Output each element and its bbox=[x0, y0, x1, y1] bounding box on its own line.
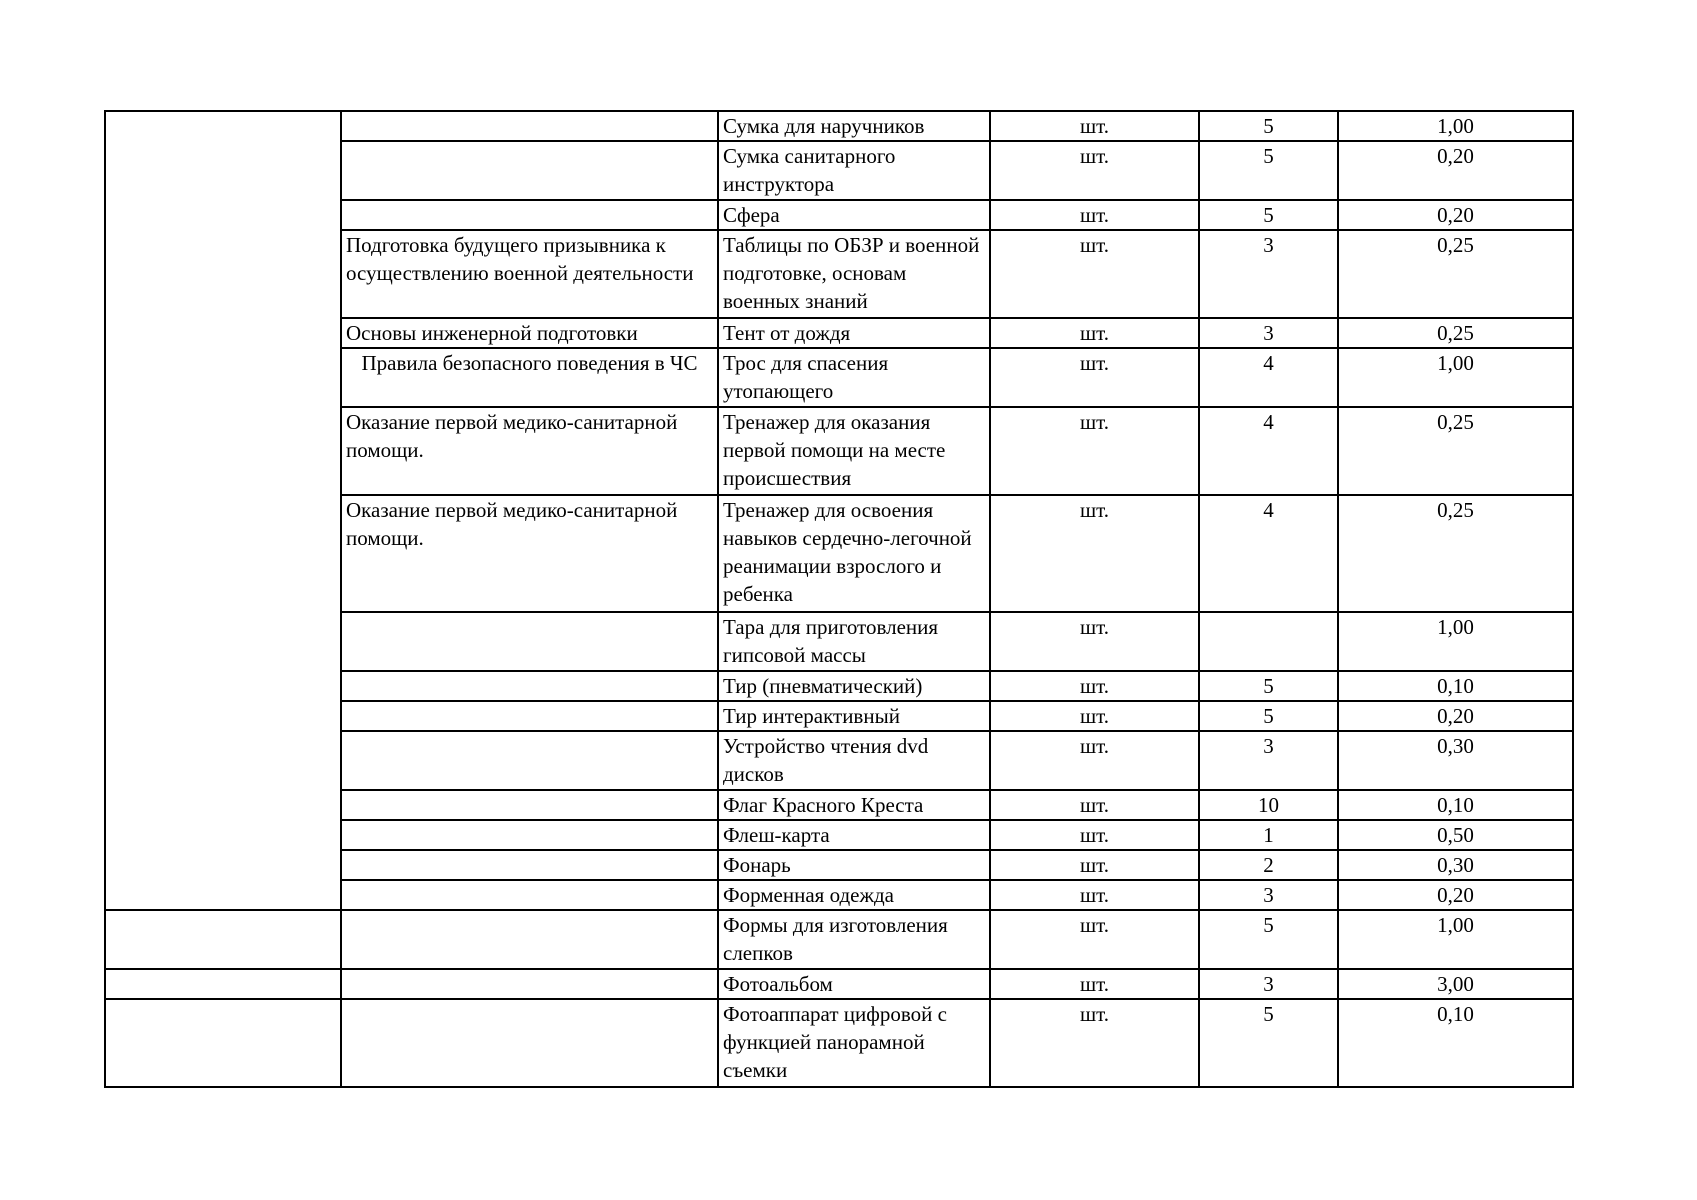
quantity-cell: 3 bbox=[1199, 318, 1338, 348]
topic-cell bbox=[341, 910, 718, 969]
unit-cell: шт. bbox=[990, 910, 1199, 969]
item-cell: Сфера bbox=[718, 200, 990, 230]
unit-cell: шт. bbox=[990, 790, 1199, 820]
quantity-cell: 3 bbox=[1199, 880, 1338, 910]
item-cell: Формы для изготовления слепков bbox=[718, 910, 990, 969]
item-cell: Флеш-карта bbox=[718, 820, 990, 850]
quantity-cell: 5 bbox=[1199, 910, 1338, 969]
topic-cell bbox=[341, 880, 718, 910]
ratio-cell: 3,00 bbox=[1338, 969, 1573, 999]
topic-cell bbox=[341, 141, 718, 200]
ratio-cell: 0,20 bbox=[1338, 880, 1573, 910]
section-cell bbox=[105, 999, 341, 1087]
item-cell: Тренажер для оказания первой помощи на месте происшествия bbox=[718, 407, 990, 495]
unit-cell: шт. bbox=[990, 348, 1199, 407]
section-cell bbox=[105, 969, 341, 999]
topic-cell bbox=[341, 820, 718, 850]
item-cell: Флаг Красного Креста bbox=[718, 790, 990, 820]
table-row bbox=[105, 111, 1573, 141]
item-cell: Устройство чтения dvd дисков bbox=[718, 731, 990, 790]
unit-cell: шт. bbox=[990, 999, 1199, 1087]
quantity-cell: 10 bbox=[1199, 790, 1338, 820]
topic-cell bbox=[341, 701, 718, 731]
unit-cell: шт. bbox=[990, 111, 1199, 141]
unit-cell: шт. bbox=[990, 200, 1199, 230]
item-cell: Трос для спасения утопающего bbox=[718, 348, 990, 407]
ratio-cell: 0,25 bbox=[1338, 407, 1573, 495]
item-cell: Тир (пневматический) bbox=[718, 671, 990, 701]
section-cell bbox=[105, 910, 341, 969]
ratio-cell: 0,10 bbox=[1338, 790, 1573, 820]
topic-cell bbox=[341, 612, 718, 671]
item-cell: Фотоаппарат цифровой с функцией панорамной съемки bbox=[718, 999, 990, 1087]
ratio-cell: 0,25 bbox=[1338, 230, 1573, 318]
ratio-cell: 0,25 bbox=[1338, 318, 1573, 348]
item-cell: Таблицы по ОБЗР и военной подготовке, основам военных знаний bbox=[718, 230, 990, 318]
quantity-cell: 5 bbox=[1199, 671, 1338, 701]
ratio-cell: 0,20 bbox=[1338, 141, 1573, 200]
unit-cell: шт. bbox=[990, 820, 1199, 850]
ratio-cell: 0,20 bbox=[1338, 701, 1573, 731]
item-cell: Сумка санитарного инструктора bbox=[718, 141, 990, 200]
item-cell: Фонарь bbox=[718, 850, 990, 880]
unit-cell: шт. bbox=[990, 495, 1199, 612]
ratio-cell: 0,10 bbox=[1338, 999, 1573, 1087]
item-cell: Форменная одежда bbox=[718, 880, 990, 910]
topic-cell bbox=[341, 200, 718, 230]
topic-cell: Оказание первой медико-санитарной помощи. bbox=[341, 495, 718, 612]
unit-cell: шт. bbox=[990, 731, 1199, 790]
topic-cell bbox=[341, 671, 718, 701]
topic-cell bbox=[341, 999, 718, 1087]
quantity-cell bbox=[1199, 612, 1338, 671]
item-cell: Тент от дождя bbox=[718, 318, 990, 348]
table-row bbox=[105, 910, 1573, 969]
quantity-cell: 3 bbox=[1199, 230, 1338, 318]
quantity-cell: 4 bbox=[1199, 495, 1338, 612]
ratio-cell: 0,20 bbox=[1338, 200, 1573, 230]
unit-cell: шт. bbox=[990, 230, 1199, 318]
table-row bbox=[105, 969, 1573, 999]
quantity-cell: 5 bbox=[1199, 141, 1338, 200]
ratio-cell: 0,30 bbox=[1338, 731, 1573, 790]
unit-cell: шт. bbox=[990, 141, 1199, 200]
topic-cell bbox=[341, 731, 718, 790]
quantity-cell: 2 bbox=[1199, 850, 1338, 880]
unit-cell: шт. bbox=[990, 671, 1199, 701]
topic-cell: Правила безопасного поведения в ЧС bbox=[341, 348, 718, 407]
quantity-cell: 4 bbox=[1199, 348, 1338, 407]
ratio-cell: 1,00 bbox=[1338, 612, 1573, 671]
item-cell: Сумка для наручников bbox=[718, 111, 990, 141]
ratio-cell: 1,00 bbox=[1338, 111, 1573, 141]
quantity-cell: 3 bbox=[1199, 969, 1338, 999]
unit-cell: шт. bbox=[990, 969, 1199, 999]
item-cell: Тир интерактивный bbox=[718, 701, 990, 731]
item-cell: Тара для приготовления гипсовой массы bbox=[718, 612, 990, 671]
topic-cell: Основы инженерной подготовки bbox=[341, 318, 718, 348]
ratio-cell: 1,00 bbox=[1338, 348, 1573, 407]
ratio-cell: 0,50 bbox=[1338, 820, 1573, 850]
ratio-cell: 1,00 bbox=[1338, 910, 1573, 969]
topic-cell bbox=[341, 790, 718, 820]
section-cell bbox=[105, 111, 341, 910]
table-row bbox=[105, 999, 1573, 1087]
ratio-cell: 0,25 bbox=[1338, 495, 1573, 612]
item-cell: Фотоальбом bbox=[718, 969, 990, 999]
ratio-cell: 0,30 bbox=[1338, 850, 1573, 880]
item-cell: Тренажер для освоения навыков сердечно-легочной реанимации взрослого и ребенка bbox=[718, 495, 990, 612]
quantity-cell: 3 bbox=[1199, 731, 1338, 790]
quantity-cell: 5 bbox=[1199, 200, 1338, 230]
unit-cell: шт. bbox=[990, 407, 1199, 495]
unit-cell: шт. bbox=[990, 701, 1199, 731]
equipment-table bbox=[104, 110, 1574, 1088]
topic-cell: Оказание первой медико-санитарной помощи. bbox=[341, 407, 718, 495]
unit-cell: шт. bbox=[990, 880, 1199, 910]
unit-cell: шт. bbox=[990, 612, 1199, 671]
quantity-cell: 5 bbox=[1199, 701, 1338, 731]
quantity-cell: 4 bbox=[1199, 407, 1338, 495]
topic-cell bbox=[341, 969, 718, 999]
topic-cell bbox=[341, 111, 718, 141]
quantity-cell: 5 bbox=[1199, 111, 1338, 141]
quantity-cell: 1 bbox=[1199, 820, 1338, 850]
unit-cell: шт. bbox=[990, 318, 1199, 348]
ratio-cell: 0,10 bbox=[1338, 671, 1573, 701]
quantity-cell: 5 bbox=[1199, 999, 1338, 1087]
topic-cell bbox=[341, 850, 718, 880]
unit-cell: шт. bbox=[990, 850, 1199, 880]
topic-cell: Подготовка будущего призывника к осуществлению военной деятельности bbox=[341, 230, 718, 318]
